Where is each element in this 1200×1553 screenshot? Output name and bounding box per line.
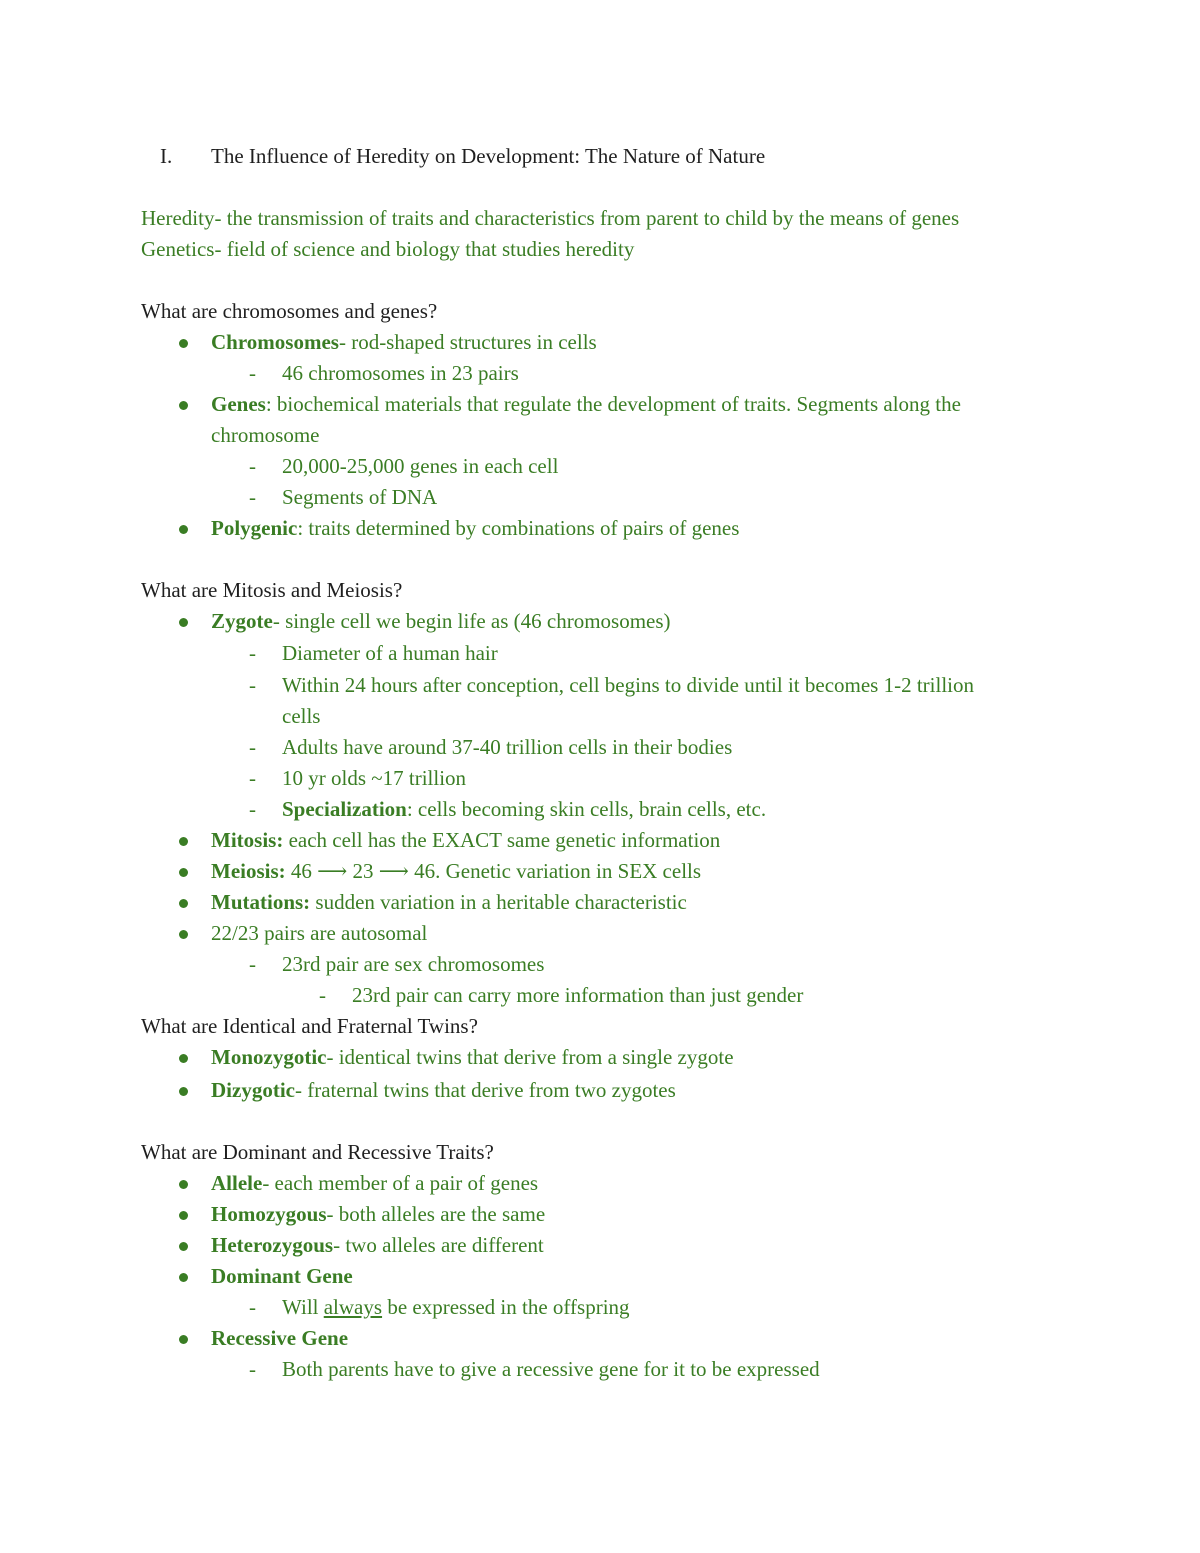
- list-item-zygote: [211, 606, 671, 637]
- definition-heredity: Heredity- the transmission of traits and characteristics from parent to child by the means of genes: [141, 206, 960, 230]
- bullet-icon: [179, 930, 188, 939]
- bullet-icon: [179, 1180, 188, 1189]
- bullet-icon: [179, 618, 188, 627]
- sub-item: Segments of DNA: [282, 485, 438, 509]
- list-item-homozygous: [211, 1199, 545, 1230]
- sub-item: [282, 1292, 630, 1323]
- definition-genetics: Genetics- field of science and biology that studies heredity: [141, 237, 635, 261]
- list-item-chromosomes: [211, 327, 597, 358]
- list-item-mutations: [211, 887, 687, 918]
- definition-text: - two alleles are different: [333, 1233, 544, 1257]
- definition-text: - identical twins that derive from a single zygote: [326, 1045, 734, 1069]
- dash-icon: -: [249, 735, 256, 759]
- sub-item-specialization: [282, 794, 766, 825]
- sub-item: Adults have around 37-40 trillion cells in their bodies: [282, 735, 733, 759]
- list-item-meiosis: [211, 856, 701, 887]
- sub-item-continued: cells: [282, 704, 321, 728]
- list-item-genes: [211, 389, 961, 420]
- dash-icon: -: [249, 952, 256, 976]
- sub-sub-item: 23rd pair can carry more information than just gender: [352, 983, 804, 1007]
- bullet-icon: [179, 401, 188, 410]
- list-item-recessive-gene: [211, 1323, 348, 1354]
- list-item-mitosis: [211, 825, 720, 856]
- term: Mitosis:: [211, 828, 284, 852]
- definition-text: - single cell we begin life as (46 chromosomes): [272, 609, 671, 633]
- bullet-icon: [179, 1273, 188, 1282]
- section-question-twins: What are Identical and Fraternal Twins?: [141, 1014, 478, 1038]
- text: Will: [282, 1295, 324, 1319]
- bullet-icon: [179, 1054, 188, 1063]
- term: Dominant Gene: [211, 1264, 353, 1288]
- term: Dizygotic: [211, 1078, 295, 1102]
- bullet-icon: [179, 1335, 188, 1344]
- term: Heterozygous: [211, 1233, 334, 1257]
- bullet-icon: [179, 339, 188, 348]
- term: Homozygous: [211, 1202, 327, 1226]
- term: Mutations:: [211, 890, 311, 914]
- definition-text: - fraternal twins that derive from two zygotes: [294, 1078, 676, 1102]
- list-item-monozygotic: [211, 1042, 734, 1073]
- definition-text: : traits determined by combinations of pairs of genes: [297, 516, 740, 540]
- sub-item: 10 yr olds ~17 trillion: [282, 766, 467, 790]
- section-question-mitosis: What are Mitosis and Meiosis?: [141, 578, 403, 602]
- definition-text: 46 ⟶ 23 ⟶ 46. Genetic variation in SEX cells: [285, 859, 702, 883]
- bullet-icon: [179, 868, 188, 877]
- dash-icon: -: [249, 797, 256, 821]
- sub-item: Diameter of a human hair: [282, 641, 498, 665]
- sub-item: 20,000-25,000 genes in each cell: [282, 454, 559, 478]
- list-item-heterozygous: [211, 1230, 544, 1261]
- section-question-chromosomes: What are chromosomes and genes?: [141, 299, 438, 323]
- term: Allele: [211, 1171, 263, 1195]
- definition-text: each cell has the EXACT same genetic information: [283, 828, 721, 852]
- term: Polygenic: [211, 516, 298, 540]
- underlined-text: always: [323, 1295, 383, 1319]
- bullet-icon: [179, 1211, 188, 1220]
- term: Monozygotic: [211, 1045, 327, 1069]
- term: Chromosomes: [211, 330, 339, 354]
- definition-text: - rod-shaped structures in cells: [338, 330, 597, 354]
- term: Genes: [211, 392, 266, 416]
- list-item-autosomal: 22/23 pairs are autosomal: [211, 921, 428, 945]
- definition-text: - both alleles are the same: [326, 1202, 546, 1226]
- bullet-icon: [179, 899, 188, 908]
- list-item-dizygotic: [211, 1075, 676, 1106]
- dash-icon: -: [249, 641, 256, 665]
- bullet-icon: [179, 1242, 188, 1251]
- dash-icon: -: [249, 766, 256, 790]
- sub-item: Within 24 hours after conception, cell begins to divide until it becomes 1-2 trillion: [282, 673, 975, 697]
- heading-numeral: I.: [160, 144, 173, 168]
- term: Zygote: [211, 609, 273, 633]
- dash-icon: -: [249, 485, 256, 509]
- dash-icon: -: [249, 1295, 256, 1319]
- definition-text: - each member of a pair of genes: [262, 1171, 539, 1195]
- list-item-genes-continued: chromosome: [211, 423, 320, 447]
- sub-item: 46 chromosomes in 23 pairs: [282, 361, 519, 385]
- list-item-allele: [211, 1168, 538, 1199]
- section-question-traits: What are Dominant and Recessive Traits?: [141, 1140, 494, 1164]
- term: Meiosis:: [211, 859, 286, 883]
- definition-text: sudden variation in a heritable characteristic: [310, 890, 687, 914]
- dash-icon: -: [319, 983, 326, 1007]
- dash-icon: -: [249, 361, 256, 385]
- definition-text: : cells becoming skin cells, brain cells, etc.: [406, 797, 767, 821]
- bullet-icon: [179, 837, 188, 846]
- definition-text: : biochemical materials that regulate the development of traits. Segments along the: [265, 392, 961, 416]
- term: Specialization: [282, 797, 407, 821]
- term: Recessive Gene: [211, 1326, 349, 1350]
- list-item-polygenic: [211, 513, 739, 544]
- dash-icon: -: [249, 673, 256, 697]
- bullet-icon: [179, 1087, 188, 1096]
- sub-item: 23rd pair are sex chromosomes: [282, 952, 545, 976]
- list-item-dominant-gene: [211, 1261, 353, 1292]
- heading-title: The Influence of Heredity on Development: The Nature of Nature: [211, 144, 766, 168]
- sub-item: Both parents have to give a recessive gene for it to be expressed: [282, 1357, 820, 1381]
- dash-icon: -: [249, 454, 256, 478]
- dash-icon: -: [249, 1357, 256, 1381]
- bullet-icon: [179, 525, 188, 534]
- text: be expressed in the offspring: [382, 1295, 630, 1319]
